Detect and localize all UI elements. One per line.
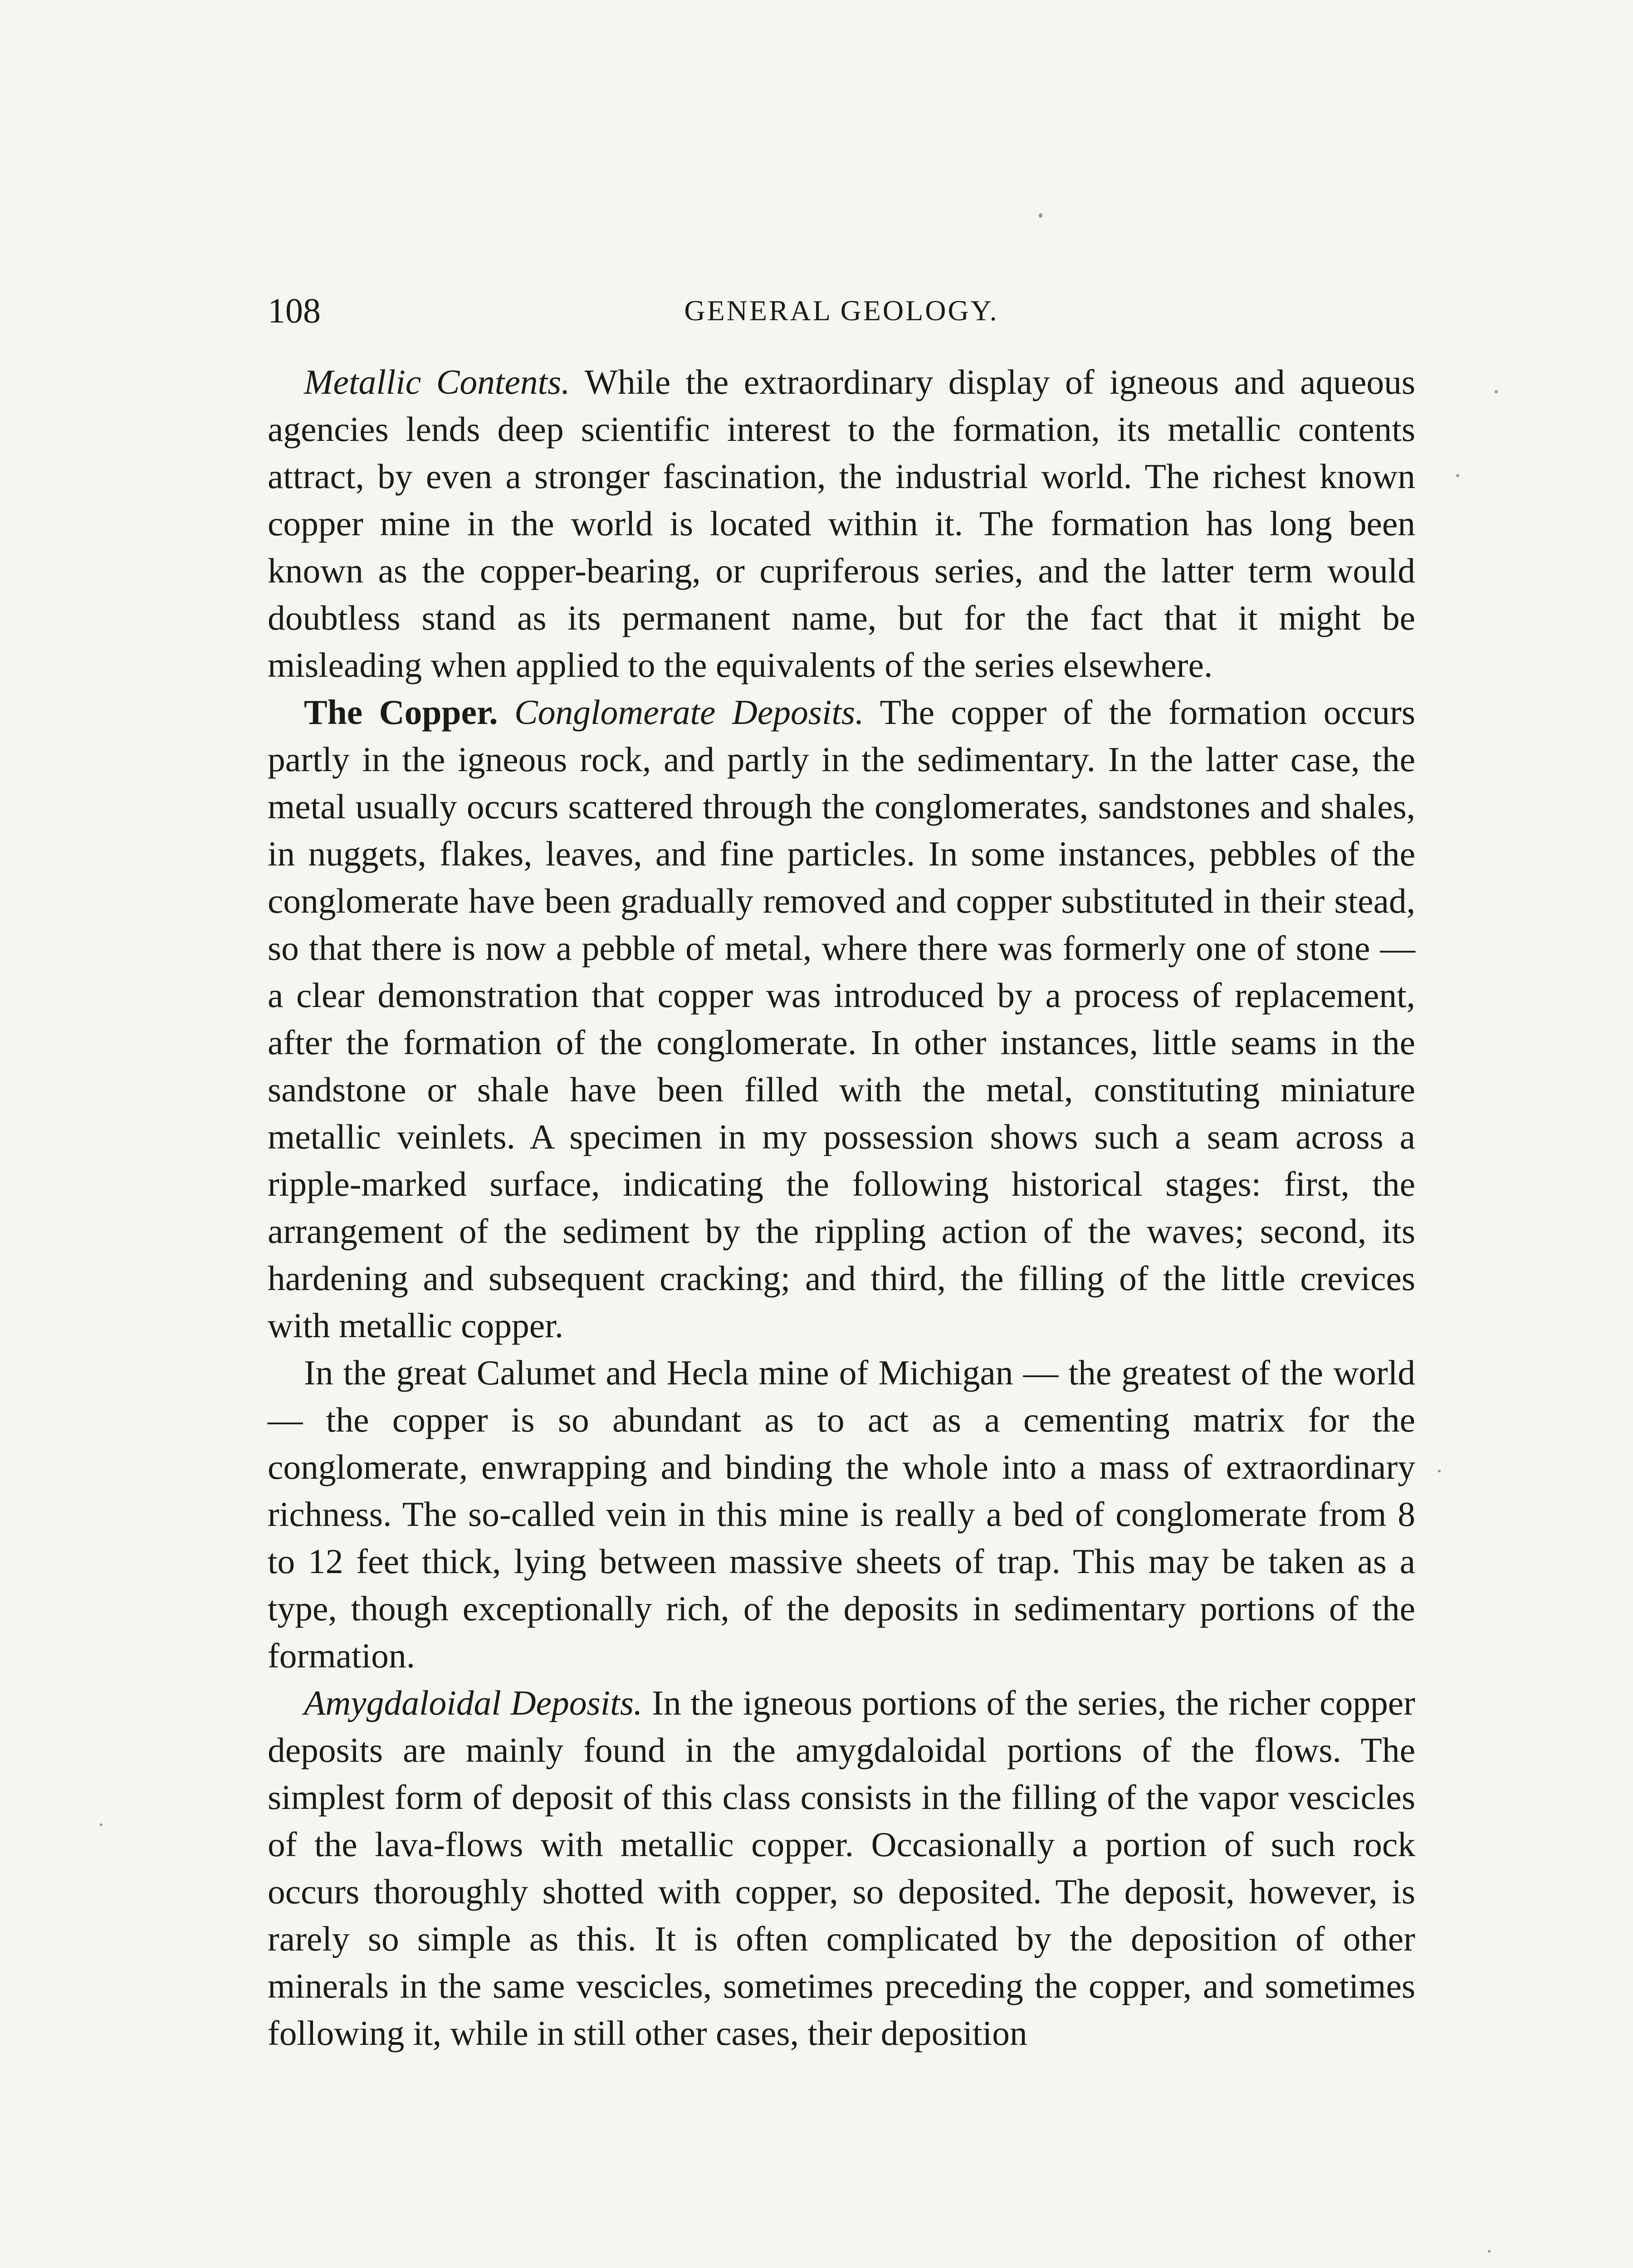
paper-speck <box>1456 474 1459 477</box>
paragraph-text: In the igneous portions of the series, the richer copper deposits are mainly found in the amygdaloidal portions of the flows. The simplest form of deposit of this class consists in the filling of the vapor vescicles of the lava-flows with metallic copper. Occasionally a portion of such rock occurs thoroughly shotted with copper, so deposited. The deposit, however, is rarely so simple as this. It is often complicated by the deposition of other minerals in the same vescicles, sometimes preceding the copper, and sometimes following it, while in still other cases, their deposition <box>268 1683 1415 2053</box>
paragraph-text: The copper of the formation occurs partly in the igneous rock, and partly in the sedimentary. In the latter case, the metal usually occurs scattered through the conglomerates, sandstones and shales, in nuggets, flakes, leaves, and fine particles. In some instances, pebbles of the conglomerate have been gradually removed and copper substituted in their stead, so that there is now a pebble of metal, where there was formerly one of stone — a clear demonstration that copper was introduced by a process of replacement, after the formation of the conglomerate. In other instances, little seams in the sandstone or shale have been filled with the metal, constituting miniature metallic veinlets. A specimen in my possession shows such a seam across a ripple-marked surface, indicating the following historical stages: first, the arrangement of the sediment by the rippling action of the waves; second, its hardening and subsequent cracking; and third, the filling of the little crevices with metallic copper. <box>268 693 1416 1345</box>
paper-speck <box>1438 1470 1441 1472</box>
paragraph-text: While the extraordinary display of igneous and aqueous agencies lends deep scientific interest to the formation, its metallic contents attract, by even a stronger fascination, the industrial world. The richest known copper mine in the world is located within it. The formation has long been known as the copper-bearing, or cupriferous series, and the latter term would doubtless stand as its permanent name, but for the fact that it might be misleading when applied to the equivalents of the series elsewhere. <box>268 362 1416 684</box>
page-header <box>268 290 1415 331</box>
paragraph-calumet-hecla <box>268 1349 1415 1679</box>
body-text <box>268 358 1415 2057</box>
running-head: GENERAL GEOLOGY. <box>684 294 999 327</box>
paragraph-the-copper <box>268 689 1415 1349</box>
paragraph-metallic-contents <box>268 358 1415 689</box>
section-heading-the-copper: The Copper. <box>304 693 498 732</box>
paper-speck <box>1039 213 1042 218</box>
page-number: 108 <box>268 291 321 330</box>
paragraph-text: In the great Calumet and Hecla mine of Michigan — the greatest of the world — the copper is so abundant as to act as a cementing matrix for the conglomerate, enwrapping and binding the whole into a mass of extraordinary richness. The so-called vein in this mine is really a bed of conglomerate from 8 to 12 feet thick, lying between massive sheets of trap. This may be taken as a type, though exceptionally rich, of the deposits in sedimentary portions of the formation. <box>268 1353 1415 1675</box>
paper-speck <box>1488 2250 1491 2253</box>
paragraph-amygdaloidal-deposits <box>268 1679 1415 2057</box>
paper-speck <box>100 1823 103 1826</box>
section-lead-amygdaloidal-deposits: Amygdaloidal Deposits. <box>304 1683 643 1722</box>
section-lead-conglomerate-deposits: Conglomerate Deposits. <box>498 693 864 732</box>
paper-speck <box>1495 390 1498 393</box>
section-lead-metallic-contents: Metallic Contents. <box>304 362 570 401</box>
